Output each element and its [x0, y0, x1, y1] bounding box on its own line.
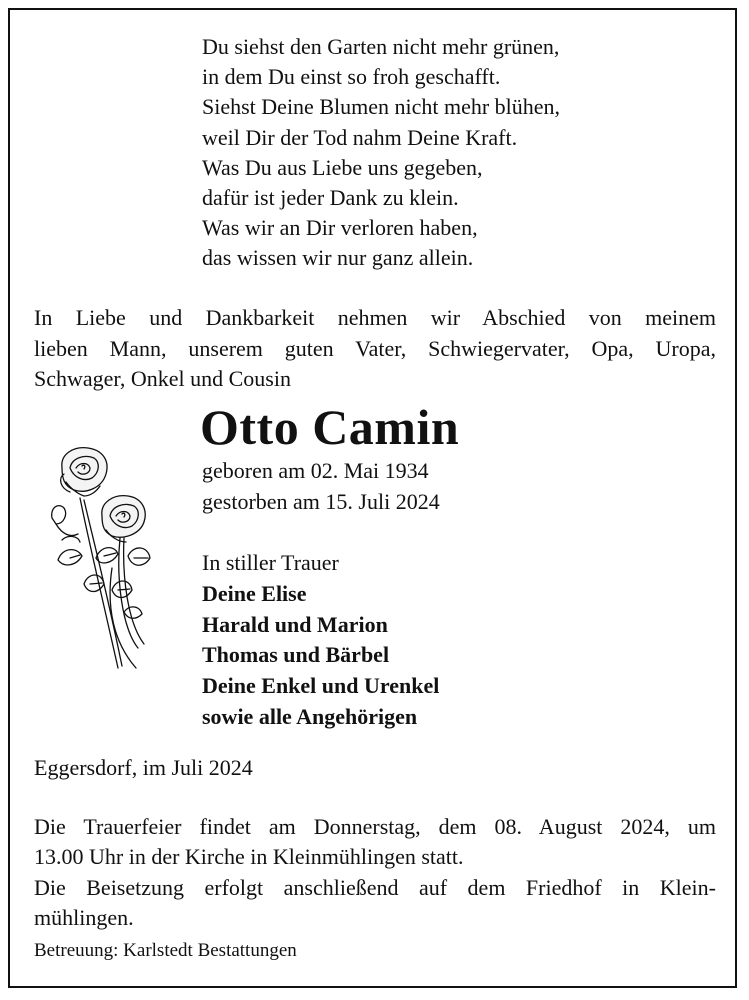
death-date: gestorben am 15. Juli 2024: [202, 488, 440, 514]
poem-line: Was Du aus Liebe uns gegeben,: [202, 154, 483, 180]
undertaker: Betreuung: Karlstedt Bestattungen: [34, 940, 297, 961]
intro-line: Schwager, Onkel und Cousin: [34, 366, 291, 391]
service-info: [34, 812, 716, 933]
service-line: 13.00 Uhr in der Kirche in Kleinmühlingen statt.: [34, 844, 464, 870]
rose-icon: [40, 438, 152, 673]
service-line: Die Trauerfeier findet am Donnerstag, dem 08. August 2024, um: [34, 814, 716, 839]
poem-line: Du siehst den Garten nicht mehr grünen,: [202, 34, 560, 59]
service-line: Die Beisetzung erfolgt anschließend auf dem Friedhof in Klein-: [34, 874, 716, 900]
mourner-name: Deine Elise: [202, 580, 307, 606]
poem-line: dafür ist jeder Dank zu klein.: [202, 185, 459, 211]
mourners-intro: In stiller Trauer: [202, 550, 339, 575]
deceased-name: Otto Camin: [200, 399, 460, 455]
mourner-name: Harald und Marion: [202, 611, 388, 637]
life-dates: [202, 456, 440, 517]
place-date: Eggersdorf, im Juli 2024: [34, 755, 253, 780]
birth-date: geboren am 02. Mai 1934: [202, 458, 429, 483]
service-line: mühlingen.: [34, 904, 134, 930]
mourner-name: Thomas und Bärbel: [202, 642, 390, 668]
mourner-name: sowie alle Angehörigen: [202, 703, 418, 729]
poem: [202, 32, 560, 274]
mourners: [202, 548, 439, 733]
poem-line: in dem Du einst so froh geschafft.: [202, 64, 501, 90]
obituary-notice: [8, 8, 737, 988]
mourner-name: Deine Enkel und Urenkel: [202, 673, 440, 699]
poem-line: weil Dir der Tod nahm Deine Kraft.: [202, 124, 518, 150]
intro-line: In Liebe und Dankbarkeit nehmen wir Abschied von meinem: [34, 305, 716, 330]
poem-line: das wissen wir nur ganz allein.: [202, 245, 474, 271]
poem-line: Was wir an Dir verloren haben,: [202, 215, 478, 241]
poem-line: Siehst Deine Blumen nicht mehr blühen,: [202, 94, 561, 120]
intro-line: lieben Mann, unserem guten Vater, Schwiegervater, Opa, Uropa,: [34, 335, 716, 361]
intro-text: [34, 303, 716, 395]
